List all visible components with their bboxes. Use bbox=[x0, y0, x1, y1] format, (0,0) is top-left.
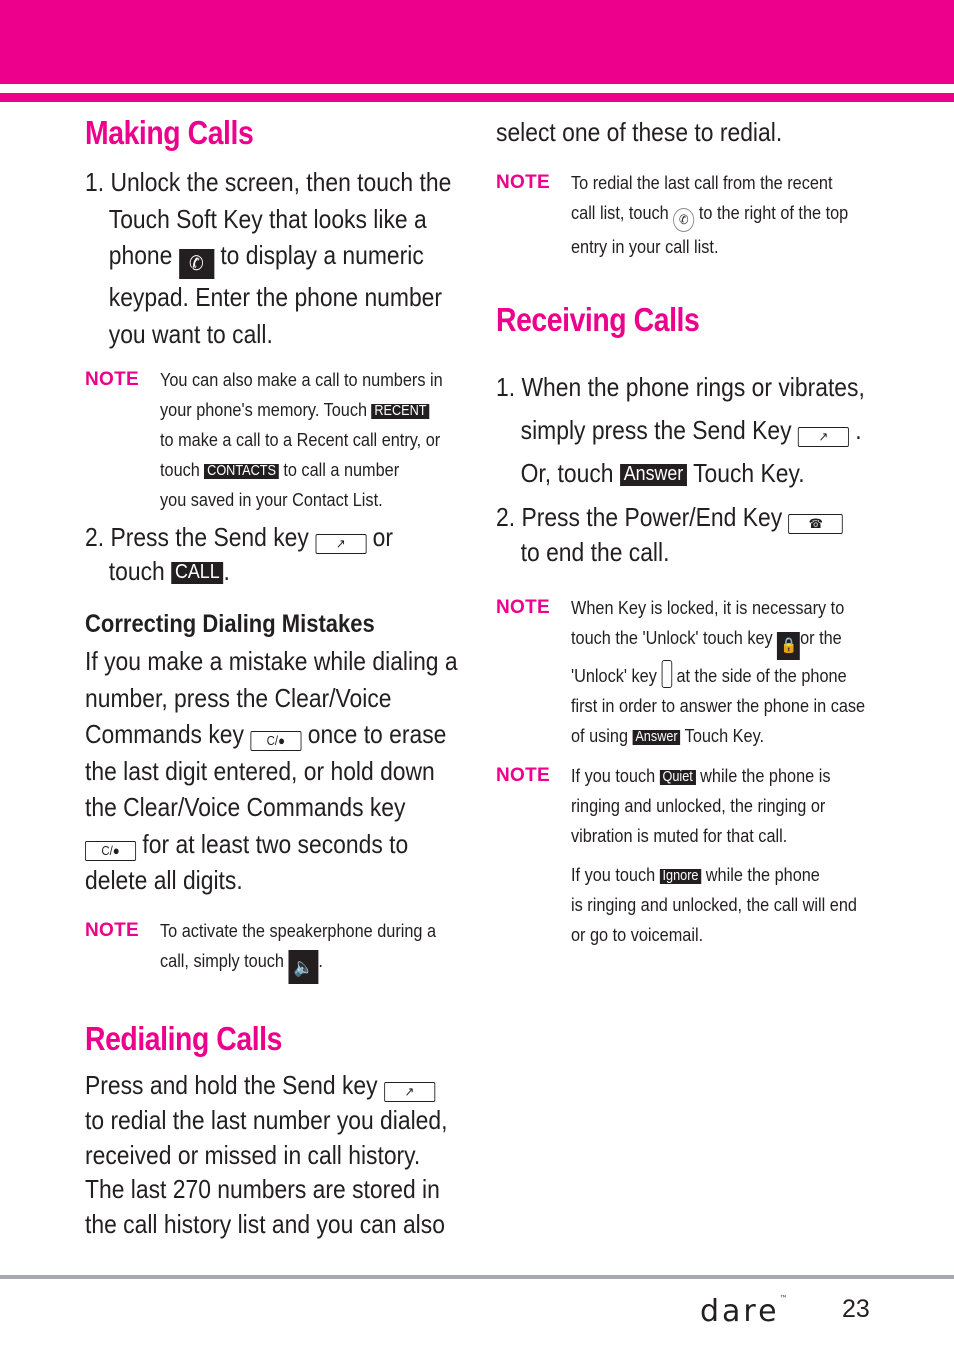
phone-icon: ✆ bbox=[179, 249, 214, 279]
text-line bbox=[85, 826, 458, 863]
text: touch bbox=[160, 459, 200, 480]
send-key-icon: ↗ bbox=[315, 534, 366, 554]
text-line: received or missed in call history. bbox=[85, 1139, 421, 1170]
text: touch the 'Unlock' touch key bbox=[571, 627, 773, 648]
text-line bbox=[571, 660, 865, 691]
text: at the side of the phone bbox=[676, 665, 847, 686]
answer-key: Answer bbox=[620, 464, 687, 485]
text-line bbox=[496, 409, 865, 452]
header-bar bbox=[0, 0, 954, 84]
text-line: The last 270 numbers are stored in bbox=[85, 1174, 440, 1205]
text: Press and hold the Send key bbox=[85, 1070, 378, 1100]
text: Touch Key. bbox=[684, 725, 765, 746]
text: If you touch bbox=[571, 864, 656, 885]
send-key-icon: ↗ bbox=[384, 1082, 435, 1102]
text: Or, touch bbox=[520, 458, 614, 488]
note-label: NOTE bbox=[496, 172, 550, 193]
text: simply press the Send Key bbox=[520, 415, 792, 445]
text-line bbox=[85, 554, 393, 588]
call-key: CALL bbox=[171, 562, 223, 583]
text-line: If you make a mistake while dialing a bbox=[85, 646, 458, 676]
text-line: entry in your call list. bbox=[571, 236, 719, 257]
text-line bbox=[160, 455, 443, 485]
making-step-2 bbox=[85, 520, 393, 588]
logo-text: dare bbox=[700, 1294, 780, 1329]
text-line: To redial the last call from the recent bbox=[571, 172, 833, 193]
text-line: first in order to answer the phone in case bbox=[571, 695, 866, 716]
text: your phone's memory. Touch bbox=[160, 399, 368, 420]
answer-key: Answer bbox=[633, 730, 681, 745]
redial-icon: ✆ bbox=[673, 208, 694, 232]
clear-voice-key-icon: C/● bbox=[250, 731, 301, 751]
text: 2. Press the Send key bbox=[85, 522, 309, 552]
text: call, simply touch bbox=[160, 950, 284, 971]
text: 'Unlock' key bbox=[571, 665, 657, 686]
text-line bbox=[496, 500, 843, 535]
lock-icon: 🔒 bbox=[777, 632, 800, 660]
quiet-note bbox=[571, 761, 830, 851]
text-line bbox=[496, 452, 865, 495]
text-line bbox=[85, 237, 451, 279]
text: Touch Key. bbox=[693, 458, 805, 488]
correcting-heading: Correcting Dialing Mistakes bbox=[85, 610, 375, 638]
end-key-icon: ☎ bbox=[789, 514, 844, 534]
text-line: ringing and unlocked, the ringing or bbox=[571, 795, 826, 816]
text-line bbox=[85, 716, 458, 753]
text: . bbox=[318, 950, 323, 971]
text: to call a number bbox=[283, 459, 400, 480]
unlock-key-icon bbox=[661, 660, 672, 688]
dare-logo bbox=[700, 1294, 791, 1329]
text-line: to make a call to a Recent call entry, or bbox=[160, 429, 441, 450]
redial-note bbox=[571, 168, 848, 262]
text: to display a numeric bbox=[220, 240, 424, 270]
page-number: 23 bbox=[842, 1295, 870, 1323]
note-label: NOTE bbox=[496, 765, 550, 786]
text-line: 1. When the phone rings or vibrates, bbox=[496, 372, 865, 402]
contacts-key: CONTACTS bbox=[204, 464, 278, 479]
text-line: is ringing and unlocked, the call will end bbox=[571, 894, 857, 915]
speaker-icon: 🔈 bbox=[288, 950, 318, 984]
redialing-body bbox=[85, 1068, 447, 1242]
text: or the bbox=[800, 627, 842, 648]
redialing-continued: select one of these to redial. bbox=[496, 117, 783, 147]
making-calls-title: Making Calls bbox=[85, 114, 254, 151]
text-line bbox=[571, 198, 848, 232]
clear-voice-key-icon: C/● bbox=[85, 841, 136, 861]
text: If you touch bbox=[571, 765, 656, 786]
text-line: the last digit entered, or hold down bbox=[85, 755, 435, 786]
receiving-step-2 bbox=[496, 500, 843, 569]
text-line bbox=[160, 946, 436, 984]
text-line: the call history list and you can also bbox=[85, 1209, 445, 1240]
text-line bbox=[571, 623, 865, 660]
text: or bbox=[372, 522, 393, 552]
text: phone bbox=[108, 240, 173, 270]
locked-note bbox=[571, 593, 865, 751]
send-key-icon: ↗ bbox=[798, 427, 849, 447]
text: . bbox=[223, 556, 230, 586]
text: to the right of the top bbox=[698, 202, 849, 223]
receiving-calls-title: Receiving Calls bbox=[496, 301, 700, 338]
text: for at least two seconds to bbox=[142, 828, 409, 859]
quiet-key: Quiet bbox=[660, 770, 696, 785]
ignore-key: Ignore bbox=[660, 869, 702, 884]
text: touch bbox=[108, 556, 165, 586]
text-line: or go to voicemail. bbox=[571, 924, 704, 945]
text-line: to redial the last number you dialed, bbox=[85, 1104, 448, 1135]
text-line: number, press the Clear/Voice bbox=[85, 682, 392, 713]
text-line: vibration is muted for that call. bbox=[571, 825, 788, 846]
text-line: 1. Unlock the screen, then touch the bbox=[85, 167, 452, 197]
ignore-note bbox=[571, 860, 857, 950]
text-line: the Clear/Voice Commands key bbox=[85, 792, 406, 822]
text: of using bbox=[571, 725, 629, 746]
text-line bbox=[571, 761, 830, 791]
text-line: You can also make a call to numbers in bbox=[160, 369, 443, 390]
text-line: When Key is locked, it is necessary to bbox=[571, 597, 845, 618]
note-label: NOTE bbox=[496, 597, 550, 618]
text-line: keypad. Enter the phone number bbox=[108, 282, 443, 312]
text: Commands key bbox=[85, 719, 244, 749]
text: 2. Press the Power/End Key bbox=[496, 502, 783, 532]
text-line: you saved in your Contact List. bbox=[160, 489, 383, 510]
footer-rule bbox=[0, 1275, 954, 1279]
text-line bbox=[571, 860, 857, 890]
text: while the phone is bbox=[700, 765, 831, 786]
making-step-1 bbox=[85, 164, 451, 352]
text-line: to end the call. bbox=[520, 536, 670, 567]
speaker-note bbox=[160, 916, 436, 984]
text-line bbox=[85, 1068, 447, 1103]
text: once to erase bbox=[307, 719, 447, 749]
text-line bbox=[85, 520, 393, 554]
text-line bbox=[571, 721, 865, 751]
making-note bbox=[160, 365, 443, 515]
correcting-body bbox=[85, 643, 458, 899]
note-label: NOTE bbox=[85, 920, 139, 941]
redialing-calls-title: Redialing Calls bbox=[85, 1020, 282, 1057]
note-label: NOTE bbox=[85, 369, 139, 390]
text-line: To activate the speakerphone during a bbox=[160, 920, 437, 941]
text-line: Touch Soft Key that looks like a bbox=[108, 203, 427, 234]
receiving-step-1 bbox=[496, 366, 865, 495]
header-rule bbox=[0, 93, 954, 102]
text: . bbox=[855, 415, 862, 445]
recent-key: RECENT bbox=[372, 404, 430, 419]
text-line bbox=[160, 395, 443, 425]
text-line: delete all digits. bbox=[85, 865, 243, 895]
text: while the phone bbox=[705, 864, 820, 885]
trademark: ™ bbox=[779, 1294, 791, 1303]
text: call list, touch bbox=[571, 202, 669, 223]
text-line: you want to call. bbox=[108, 318, 273, 349]
